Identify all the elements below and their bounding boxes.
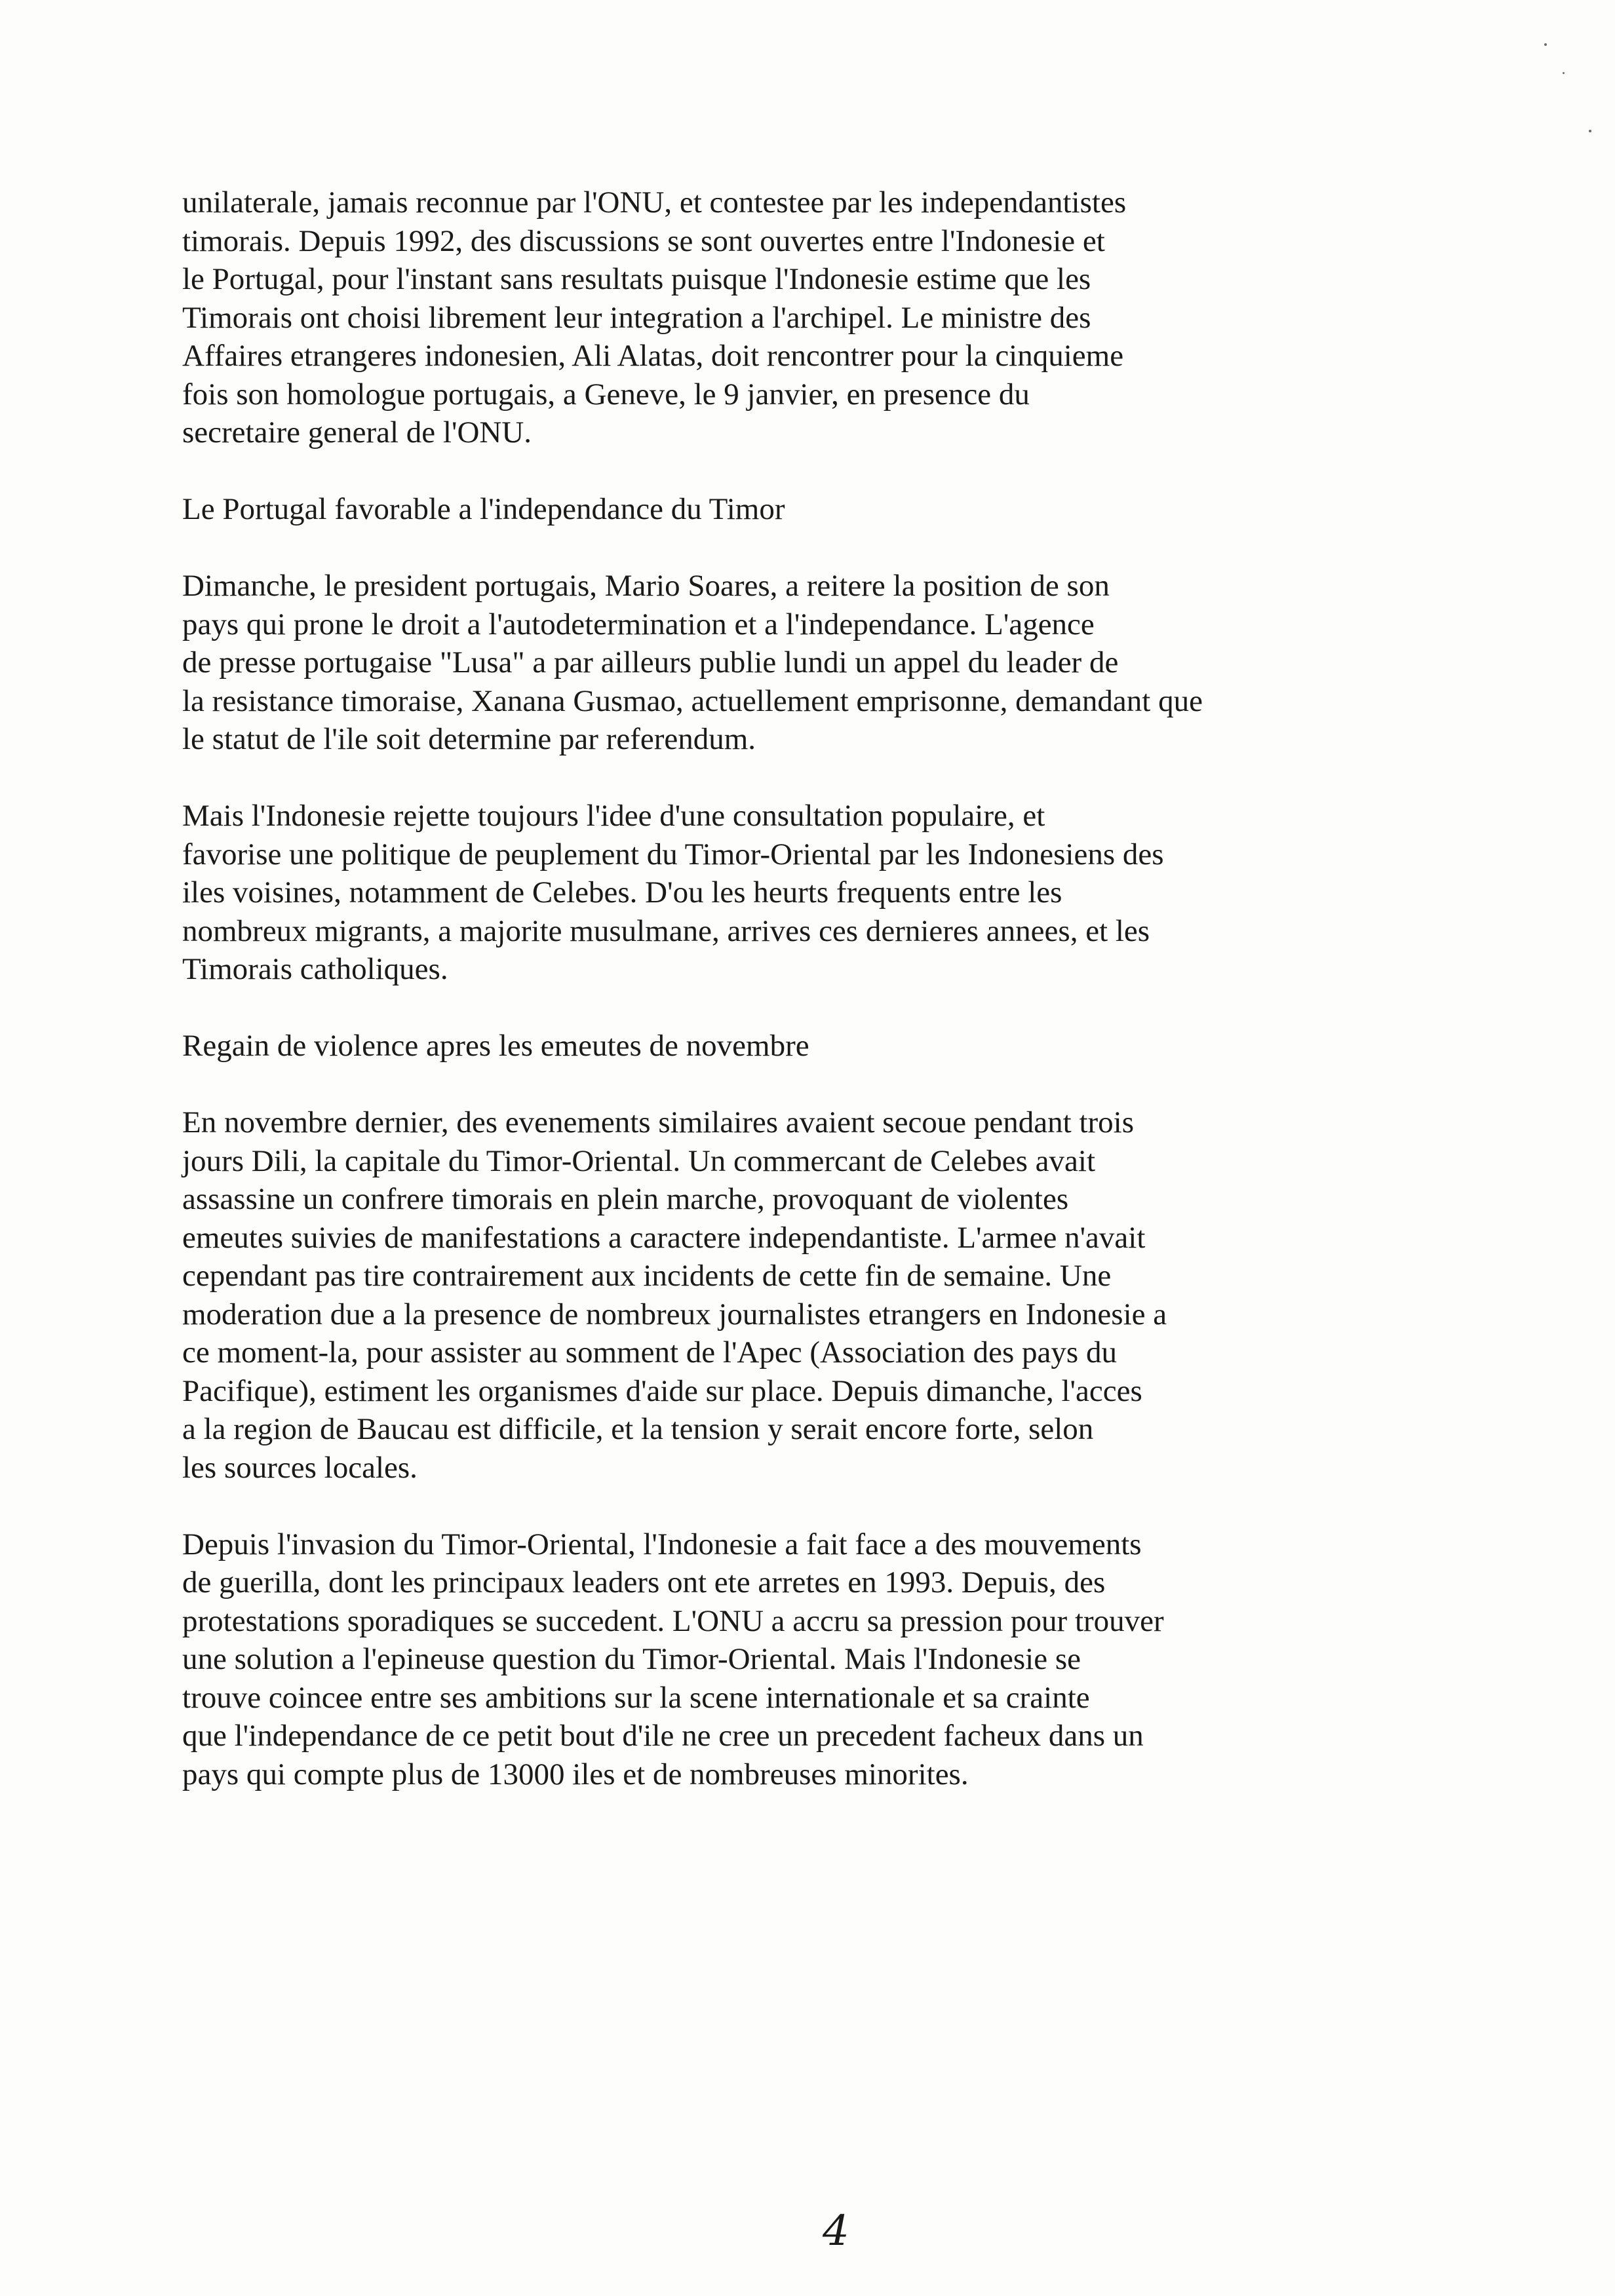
- text-line: a la region de Baucau est difficile, et la tension y serait encore forte, selon: [182, 1412, 1094, 1446]
- text-line: assassine un confrere timorais en plein marche, provoquant de violentes: [182, 1182, 1069, 1216]
- text-line: les sources locales.: [182, 1450, 418, 1485]
- text-line: de presse portugaise "Lusa" a par ailleurs publie lundi un appel du leader de: [182, 645, 1119, 679]
- scan-speck: [1563, 72, 1565, 74]
- text-line: Timorais ont choisi librement leur integration a l'archipel. Le ministre des: [182, 300, 1091, 335]
- text-line: unilaterale, jamais reconnue par l'ONU, et contestee par les independantistes: [182, 185, 1127, 220]
- body-text: [182, 183, 1323, 1832]
- text-line: de guerilla, dont les principaux leaders ont ete arretes en 1993. Depuis, des: [182, 1565, 1106, 1599]
- text-line: Depuis l'invasion du Timor-Oriental, l'Indonesie a fait face a des mouvements: [182, 1527, 1142, 1561]
- paragraph-4: [182, 797, 1323, 989]
- text-line: Timorais catholiques.: [182, 952, 448, 986]
- text-line: fois son homologue portugais, a Geneve, le 9 janvier, en presence du: [182, 377, 1030, 411]
- section-heading-portugal: [182, 490, 1323, 529]
- heading-line: Regain de violence apres les emeutes de novembre: [182, 1029, 809, 1063]
- paragraph-3: [182, 567, 1323, 759]
- section-heading-violence: [182, 1027, 1323, 1065]
- text-line: ce moment-la, pour assister au somment de l'Apec (Association des pays du: [182, 1335, 1117, 1369]
- text-line: pays qui compte plus de 13000 iles et de nombreuses minorites.: [182, 1757, 969, 1791]
- text-line: le statut de l'ile soit determine par referendum.: [182, 722, 756, 756]
- text-line: protestations sporadiques se succedent. L'ONU a accru sa pression pour trouver: [182, 1603, 1164, 1638]
- text-line: favorise une politique de peuplement du Timor-Oriental par les Indonesiens des: [182, 837, 1164, 871]
- text-line: pays qui prone le droit a l'autodetermination et a l'independance. L'agence: [182, 607, 1095, 641]
- text-line: En novembre dernier, des evenements similaires avaient secoue pendant trois: [182, 1105, 1134, 1139]
- paragraph-7: [182, 1525, 1323, 1794]
- text-line: une solution a l'epineuse question du Timor-Oriental. Mais l'Indonesie se: [182, 1642, 1081, 1676]
- text-line: le Portugal, pour l'instant sans resultats puisque l'Indonesie estime que les: [182, 262, 1091, 296]
- text-line: trouve coincee entre ses ambitions sur la scene internationale et sa crainte: [182, 1680, 1090, 1715]
- text-line: timorais. Depuis 1992, des discussions se sont ouvertes entre l'Indonesie et: [182, 223, 1105, 258]
- text-line: nombreux migrants, a majorite musulmane, arrives ces dernieres annees, et les: [182, 913, 1150, 948]
- scan-speck: [1589, 130, 1591, 132]
- heading-line: Le Portugal favorable a l'independance du Timor: [182, 492, 785, 526]
- text-line: la resistance timoraise, Xanana Gusmao, actuellement emprisonne, demandant que: [182, 683, 1203, 718]
- text-line: jours Dili, la capitale du Timor-Oriental. Un commercant de Celebes avait: [182, 1143, 1096, 1178]
- paragraph-1: [182, 183, 1323, 452]
- text-line: que l'independance de ce petit bout d'ile ne cree un precedent facheux dans un: [182, 1719, 1144, 1753]
- text-line: Mais l'Indonesie rejette toujours l'idee d'une consultation populaire, et: [182, 799, 1045, 833]
- paragraph-6: [182, 1103, 1323, 1487]
- text-line: cependant pas tire contrairement aux incidents de cette fin de semaine. Une: [182, 1259, 1112, 1293]
- text-line: secretaire general de l'ONU.: [182, 415, 532, 450]
- page-number: 4: [823, 2207, 849, 2255]
- scan-speck: [1544, 43, 1547, 46]
- text-line: emeutes suivies de manifestations a caractere independantiste. L'armee n'avait: [182, 1220, 1146, 1255]
- text-line: Pacifique), estiment les organismes d'aide sur place. Depuis dimanche, l'acces: [182, 1373, 1142, 1408]
- text-line: iles voisines, notamment de Celebes. D'ou les heurts frequents entre les: [182, 875, 1062, 909]
- text-line: Dimanche, le president portugais, Mario Soares, a reitere la position de son: [182, 569, 1110, 603]
- text-line: moderation due a la presence de nombreux journalistes etrangers en Indonesie a: [182, 1297, 1167, 1331]
- text-line: Affaires etrangeres indonesien, Ali Alatas, doit rencontrer pour la cinquieme: [182, 339, 1124, 373]
